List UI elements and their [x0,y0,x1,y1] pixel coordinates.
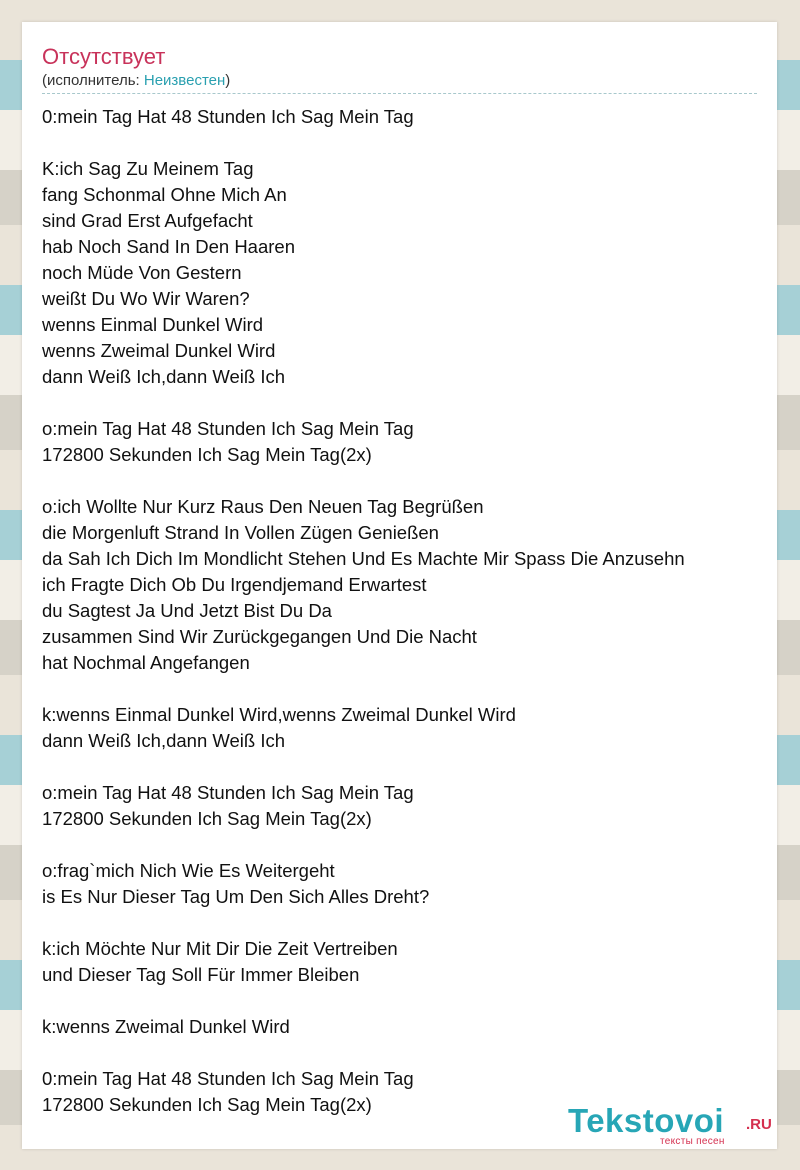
logo-domain: .RU [746,1116,772,1133]
song-title: Отсутствует [42,44,166,69]
site-logo[interactable] [568,1102,773,1147]
lyric-line: fang Schonmal Ohne Mich An [42,184,287,205]
lyric-line: o:frag`mich Nich Wie Es Weitergeht [42,860,335,881]
divider [42,93,757,94]
lyric-line: 0:mein Tag Hat 48 Stunden Ich Sag Mein Tag [42,1068,414,1089]
lyric-line: weißt Du Wo Wir Waren? [42,288,250,309]
lyric-line [42,390,767,416]
lyric-line: du Sagtest Ja Und Jetzt Bist Du Da [42,600,332,621]
lyric-line: o:ich Wollte Nur Kurz Raus Den Neuen Tag Begrüßen [42,496,484,517]
lyric-line [42,676,767,702]
lyric-line: die Morgenluft Strand In Vollen Zügen Genießen [42,522,439,543]
logo-name: Tekstovoi [568,1102,725,1139]
lyric-line: und Dieser Tag Soll Für Immer Bleiben [42,964,360,985]
logo-tagline: тексты песен [660,1136,725,1147]
lyric-line: k:wenns Zweimal Dunkel Wird [42,1016,290,1037]
lyrics-text [42,104,767,1118]
lyric-line: o:mein Tag Hat 48 Stunden Ich Sag Mein Tag [42,782,414,803]
lyric-line: wenns Einmal Dunkel Wird [42,314,264,335]
lyric-line: noch Müde Von Gestern [42,262,242,283]
lyric-line: 172800 Sekunden Ich Sag Mein Tag(2x) [42,444,372,465]
lyric-line: 0:mein Tag Hat 48 Stunden Ich Sag Mein Tag [42,106,414,127]
lyric-line [42,910,767,936]
artist-line [42,72,230,90]
lyric-line: dann Weiß Ich,dann Weiß Ich [42,366,286,387]
lyric-line [42,754,767,780]
lyric-line [42,988,767,1014]
lyric-line: hat Nochmal Angefangen [42,652,250,673]
lyric-line: o:mein Tag Hat 48 Stunden Ich Sag Mein Tag [42,418,414,439]
lyric-line: wenns Zweimal Dunkel Wird [42,340,276,361]
lyric-line: k:ich Möchte Nur Mit Dir Die Zeit Vertreiben [42,938,398,959]
lyric-line [42,468,767,494]
lyric-line: k:wenns Einmal Dunkel Wird,wenns Zweimal Dunkel Wird [42,704,516,725]
lyric-line: 172800 Sekunden Ich Sag Mein Tag(2x) [42,1094,372,1115]
artist-suffix: ) [225,72,231,89]
lyric-line: hab Noch Sand In Den Haaren [42,236,296,257]
lyric-line: dann Weiß Ich,dann Weiß Ich [42,730,286,751]
lyrics-card [22,22,777,1149]
artist-link[interactable]: Неизвестен [143,72,226,89]
lyric-line: is Es Nur Dieser Tag Um Den Sich Alles Dreht? [42,886,430,907]
lyric-line [42,832,767,858]
lyric-line: 172800 Sekunden Ich Sag Mein Tag(2x) [42,808,372,829]
lyric-line: da Sah Ich Dich Im Mondlicht Stehen Und Es Machte Mir Spass Die Anzusehn [42,548,685,569]
lyric-line [42,1040,767,1066]
lyric-line: sind Grad Erst Aufgefacht [42,210,253,231]
lyric-line: ich Fragte Dich Ob Du Irgendjemand Erwartest [42,574,427,595]
artist-prefix: (исполнитель: [42,72,144,89]
lyric-line: K:ich Sag Zu Meinem Tag [42,158,254,179]
lyric-line: zusammen Sind Wir Zurückgegangen Und Die Nacht [42,626,477,647]
lyric-line [42,130,767,156]
